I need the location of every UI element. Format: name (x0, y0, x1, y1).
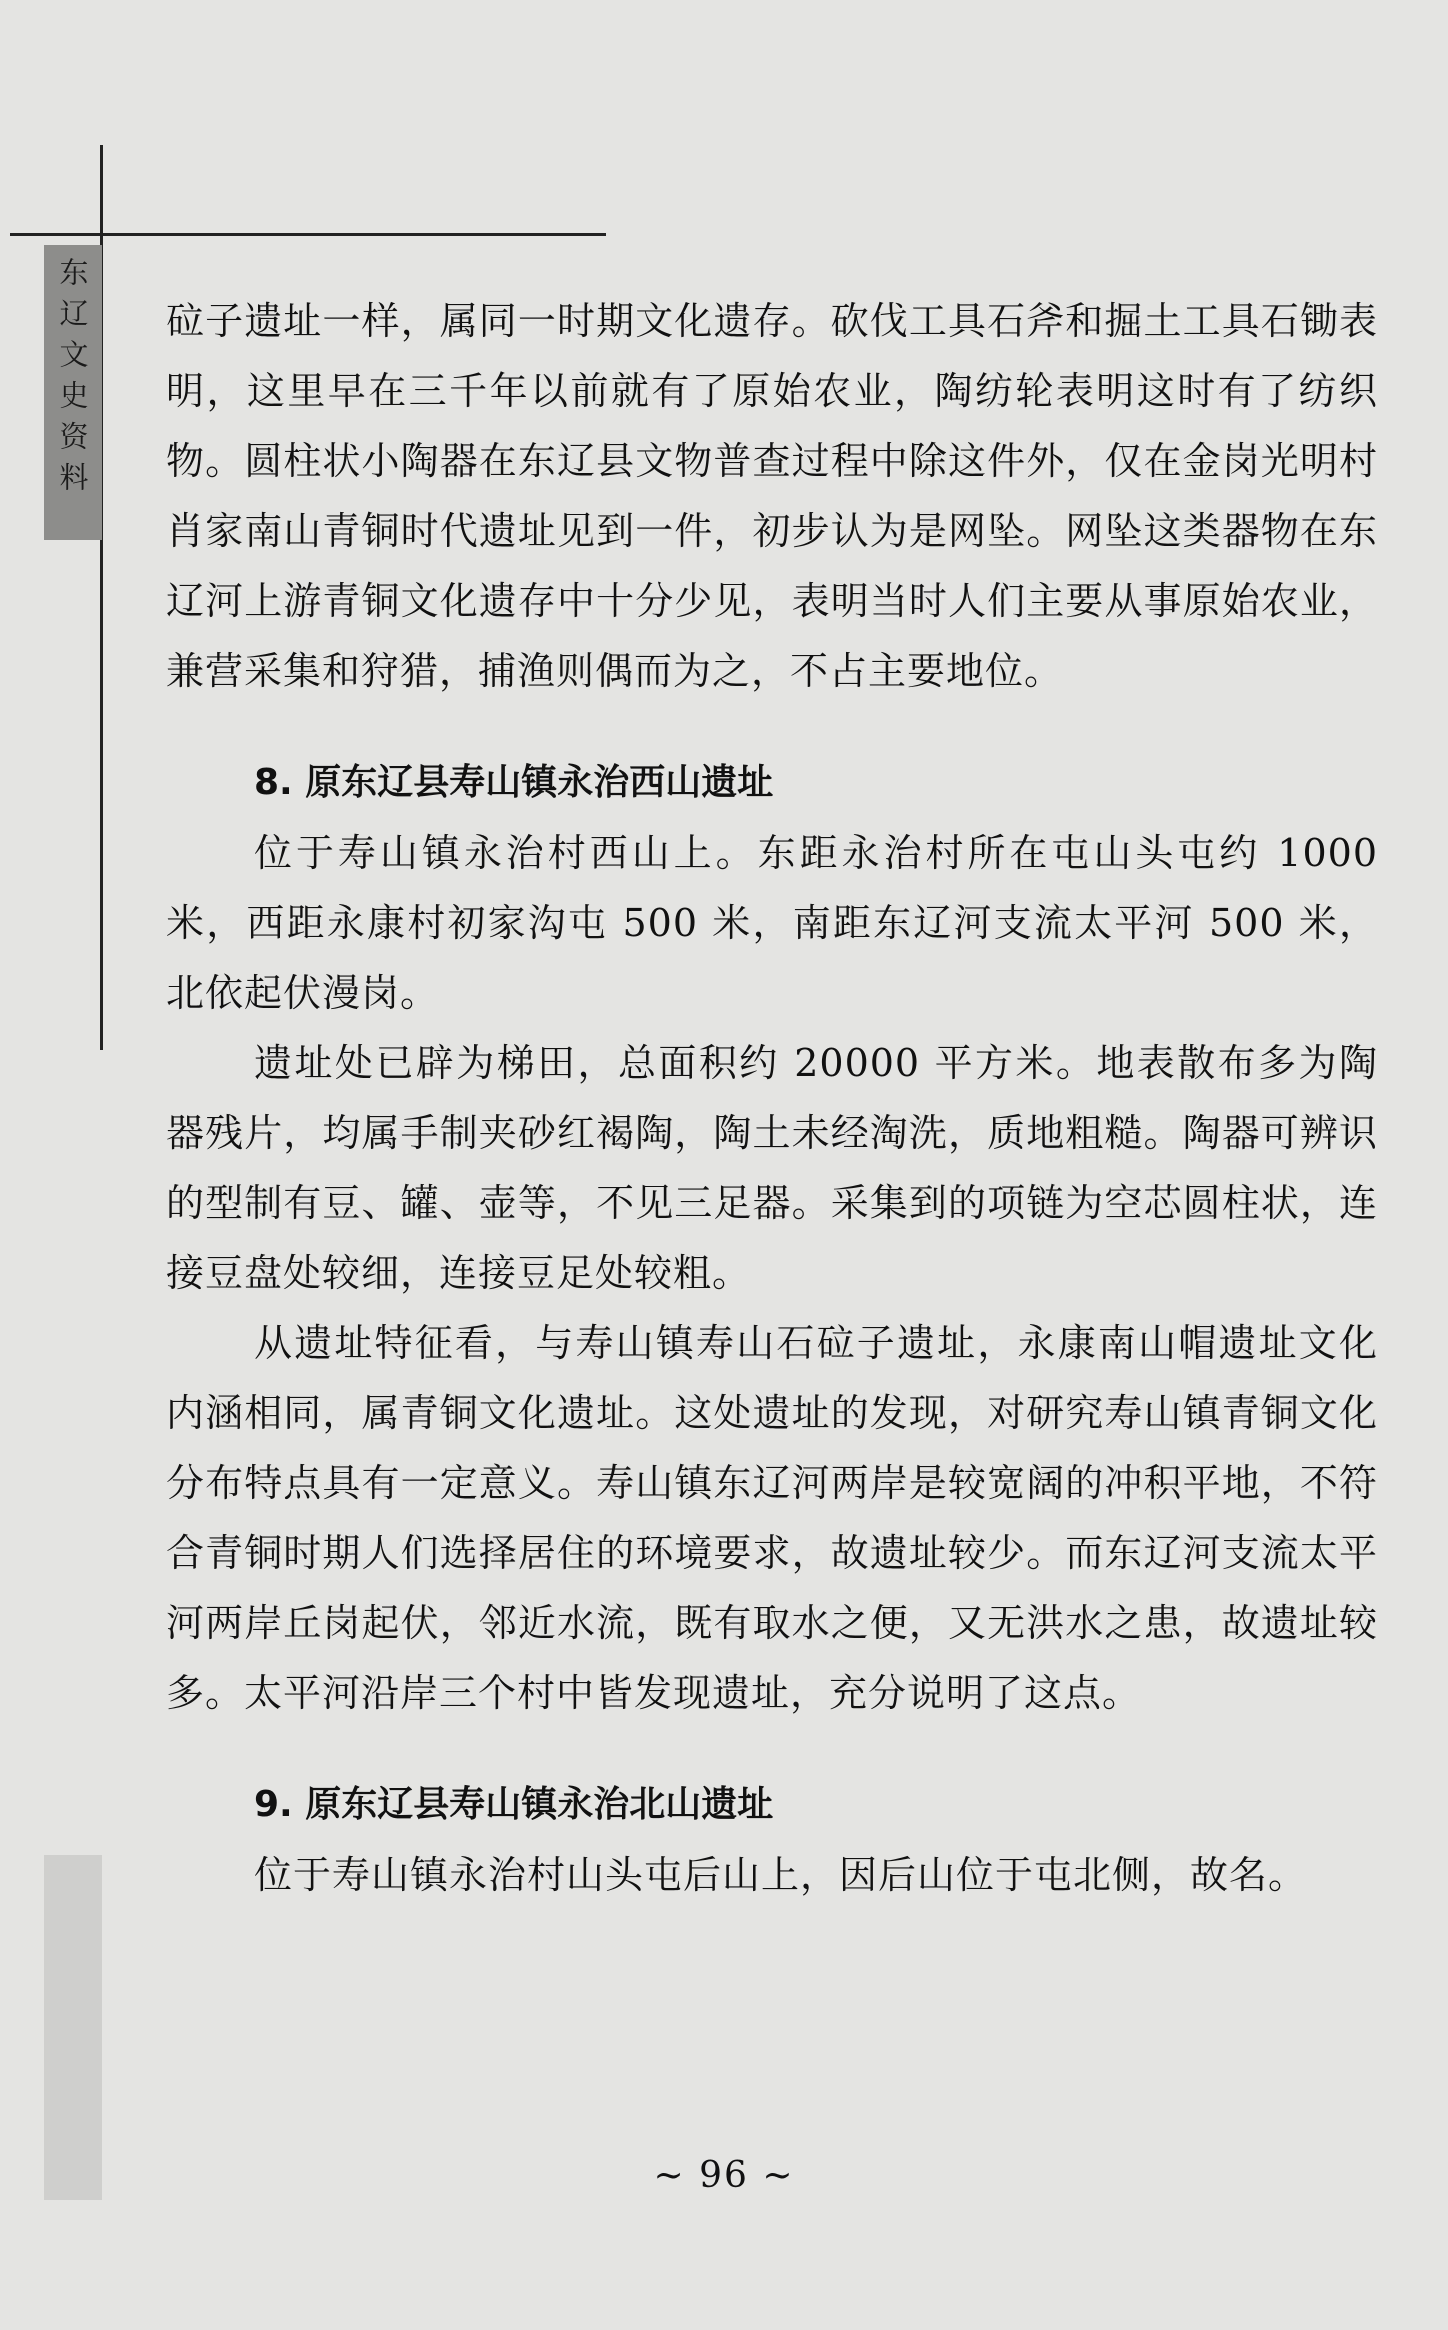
series-side-tab (44, 245, 102, 540)
section-9-paragraph-1: 位于寿山镇永治村山头屯后山上，因后山位于屯北侧，故名。 (254, 1853, 1308, 1897)
margin-horizontal-rule (10, 233, 606, 236)
paragraph-continued: 砬子遗址一样，属同一时期文化遗存。砍伐工具石斧和掘土工具石锄表明，这里早在三千年以前就有了原始农业，陶纺轮表明这时有了纺织物。圆柱状小陶器在东辽县文物普查过程中除这件外，仅在金岗光明村肖家南山青铜时代遗址见到一件，初步认为是网坠。网坠这类器物在东辽河上游青铜文化遗存中十分少见，表明当时人们主要从事原始农业，兼营采集和狩猎，捕渔则偶而为之，不占主要地位。 (166, 299, 1378, 693)
section-8-paragraph-1: 位于寿山镇永治村西山上。东距永治村所在屯山头屯约 1000 米，西距永康村初家沟屯 500 米，南距东辽河支流太平河 500 米，北依起伏漫岗。 (166, 831, 1378, 1015)
edge-shading (44, 1855, 102, 2200)
section-9-heading: 9. 原东辽县寿山镇永治北山遗址 (254, 1784, 774, 1825)
page-body (166, 286, 1378, 1910)
section-8-heading: 8. 原东辽县寿山镇永治西山遗址 (254, 762, 774, 803)
series-title: 东辽文史资料 (55, 257, 90, 503)
page-number: ~ 96 ~ (653, 2155, 795, 2196)
section-8-paragraph-2: 遗址处已辟为梯田，总面积约 20000 平方米。地表散布多为陶器残片，均属手制夹砂红褐陶，陶土未经淘洗，质地粗糙。陶器可辨识的型制有豆、罐、壶等，不见三足器。采集到的项链为空芯圆柱状，连接豆盘处较细，连接豆足处较粗。 (166, 1041, 1378, 1295)
section-8-paragraph-3: 从遗址特征看，与寿山镇寿山石砬子遗址，永康南山帽遗址文化内涵相同，属青铜文化遗址。这处遗址的发现，对研究寿山镇青铜文化分布特点具有一定意义。寿山镇东辽河两岸是较宽阔的冲积平地，不符合青铜时期人们选择居住的环境要求，故遗址较少。而东辽河支流太平河两岸丘岗起伏，邻近水流，既有取水之便，又无洪水之患，故遗址较多。太平河沿岸三个村中皆发现遗址，充分说明了这点。 (166, 1321, 1378, 1715)
